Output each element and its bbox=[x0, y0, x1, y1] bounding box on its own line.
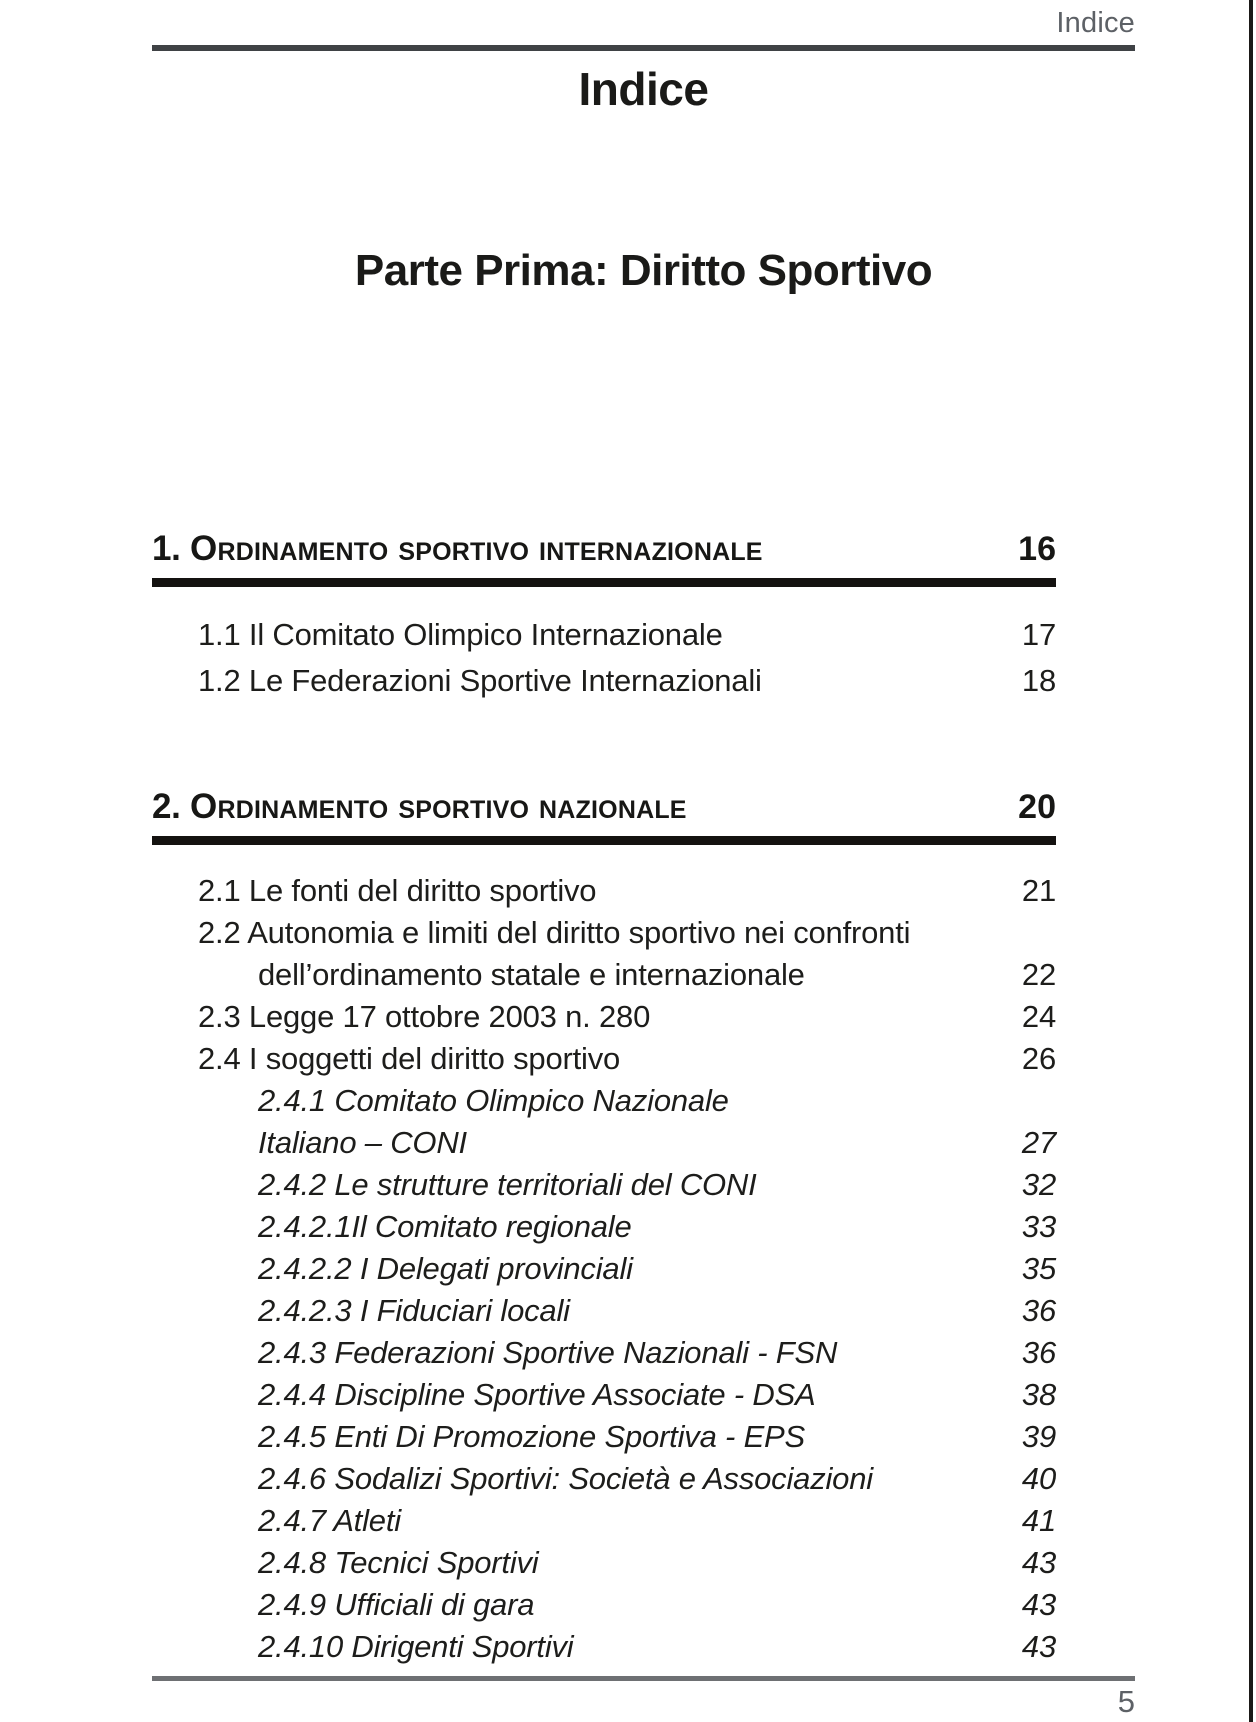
toc-entry-text: 2.4.6 Sodalizi Sportivi: Società e Associazioni bbox=[258, 1461, 873, 1496]
section-entries bbox=[152, 870, 1056, 1668]
footer-page-number: 5 bbox=[1117, 1684, 1135, 1719]
section-heading-label bbox=[152, 527, 763, 578]
toc-entry-page-number: 27 bbox=[1021, 1125, 1056, 1160]
toc-entry-page-number: 40 bbox=[1021, 1461, 1056, 1496]
toc-entry-text: 2.4.2.3 I Fiduciari locali bbox=[258, 1293, 570, 1328]
toc-entry bbox=[152, 1500, 1056, 1542]
toc-entry bbox=[152, 1080, 1056, 1122]
toc-entry-text: 2.2 Autonomia e limiti del diritto sportivo nei confronti bbox=[198, 915, 911, 950]
toc-entry-page-number: 43 bbox=[1021, 1545, 1056, 1580]
toc-entry bbox=[152, 1248, 1056, 1290]
toc-entry-text: 2.4.4 Discipline Sportive Associate - DSA bbox=[258, 1377, 816, 1412]
toc-entry-text: 1.2 Le Federazioni Sportive Internazionali bbox=[198, 663, 762, 698]
toc-entry bbox=[152, 1626, 1056, 1668]
section-page-number: 16 bbox=[1018, 530, 1056, 568]
toc-section-heading bbox=[152, 785, 1056, 829]
toc-entry bbox=[152, 1458, 1056, 1500]
toc-entry-text: 2.4 I soggetti del diritto sportivo bbox=[198, 1041, 621, 1076]
toc-entry-text: 2.4.1 Comitato Olimpico Nazionale bbox=[258, 1083, 729, 1118]
toc-entry-page-number: 35 bbox=[1021, 1251, 1056, 1286]
running-header: Indice bbox=[1056, 7, 1135, 39]
section-rule bbox=[152, 578, 1056, 587]
toc-entry bbox=[152, 1206, 1056, 1248]
section-title: Ordinamento sportivo nazionale bbox=[190, 787, 687, 826]
toc-entry-text: 2.3 Legge 17 ottobre 2003 n. 280 bbox=[198, 999, 651, 1034]
toc-entry bbox=[152, 1038, 1056, 1080]
toc-entry bbox=[152, 1584, 1056, 1626]
toc-entry-page-number: 22 bbox=[1021, 957, 1056, 992]
section-page-number: 20 bbox=[1018, 788, 1056, 826]
section-heading-label bbox=[152, 785, 687, 836]
toc-entry-text: 2.4.3 Federazioni Sportive Nazionali - FSN bbox=[258, 1335, 838, 1370]
toc-entry-page-number: 43 bbox=[1021, 1629, 1056, 1664]
toc-entry bbox=[152, 1122, 1056, 1164]
page-title: Indice bbox=[578, 63, 709, 115]
toc-section bbox=[152, 527, 1056, 704]
toc-entry-page-number: 36 bbox=[1021, 1293, 1056, 1328]
toc-entry-page-number: 18 bbox=[1021, 663, 1056, 698]
toc-entry-page-number: 32 bbox=[1021, 1167, 1056, 1202]
toc-entry bbox=[152, 1416, 1056, 1458]
toc-entry-page-number: 36 bbox=[1021, 1335, 1056, 1370]
toc-entry bbox=[152, 1164, 1056, 1206]
toc-entry bbox=[152, 612, 1056, 658]
section-entries bbox=[152, 612, 1056, 704]
toc-section bbox=[152, 785, 1056, 1668]
section-rule bbox=[152, 836, 1056, 845]
toc-entry-text: 2.4.2.2 I Delegati provinciali bbox=[258, 1251, 633, 1286]
toc-entry-text: 2.4.8 Tecnici Sportivi bbox=[258, 1545, 539, 1580]
toc-section-heading bbox=[152, 527, 1056, 571]
toc-entry bbox=[152, 954, 1056, 996]
toc-entry bbox=[152, 1290, 1056, 1332]
toc-entry bbox=[152, 658, 1056, 704]
toc-entry bbox=[152, 870, 1056, 912]
section-number: 2. bbox=[152, 787, 191, 826]
toc-entry-page-number: 33 bbox=[1021, 1209, 1056, 1244]
part-title: Parte Prima: Diritto Sportivo bbox=[354, 246, 933, 295]
toc-entry bbox=[152, 1542, 1056, 1584]
toc-entry-page-number: 39 bbox=[1021, 1419, 1056, 1454]
section-title: Ordinamento sportivo internazionale bbox=[190, 529, 763, 568]
toc-entry-text: 2.4.7 Atleti bbox=[258, 1503, 401, 1538]
toc-entry-text: 2.4.2.1Il Comitato regionale bbox=[258, 1209, 632, 1244]
header-rule bbox=[152, 45, 1135, 51]
toc-entry-page-number: 24 bbox=[1021, 999, 1056, 1034]
page-right-edge-border bbox=[1249, 0, 1253, 1722]
toc-entry bbox=[152, 1332, 1056, 1374]
toc-entry-text: 2.4.5 Enti Di Promozione Sportiva - EPS bbox=[258, 1419, 806, 1454]
toc-entry-text: dell’ordinamento statale e internazionale bbox=[258, 957, 805, 992]
toc-entry-text: 2.1 Le fonti del diritto sportivo bbox=[198, 873, 597, 908]
toc-entry-page-number: 26 bbox=[1021, 1041, 1056, 1076]
toc-entry-page-number: 41 bbox=[1021, 1503, 1056, 1538]
toc-entry-text: 2.4.2 Le strutture territoriali del CONI bbox=[258, 1167, 757, 1202]
toc-entry-text: 2.4.9 Ufficiali di gara bbox=[258, 1587, 535, 1622]
footer-rule bbox=[152, 1676, 1135, 1681]
toc-entry bbox=[152, 1374, 1056, 1416]
toc-entry bbox=[152, 912, 1056, 954]
section-number: 1. bbox=[152, 529, 191, 568]
toc-entry-page-number: 43 bbox=[1021, 1587, 1056, 1622]
toc-entry-page-number: 38 bbox=[1021, 1377, 1056, 1412]
toc-entry-text: 2.4.10 Dirigenti Sportivi bbox=[258, 1629, 574, 1664]
toc-entry-text: 1.1 Il Comitato Olimpico Internazionale bbox=[198, 617, 723, 652]
toc-entry-text: Italiano – CONI bbox=[258, 1125, 467, 1160]
toc-entry-page-number: 21 bbox=[1021, 873, 1056, 908]
toc-entry-page-number: 17 bbox=[1021, 617, 1056, 652]
toc-entry bbox=[152, 996, 1056, 1038]
